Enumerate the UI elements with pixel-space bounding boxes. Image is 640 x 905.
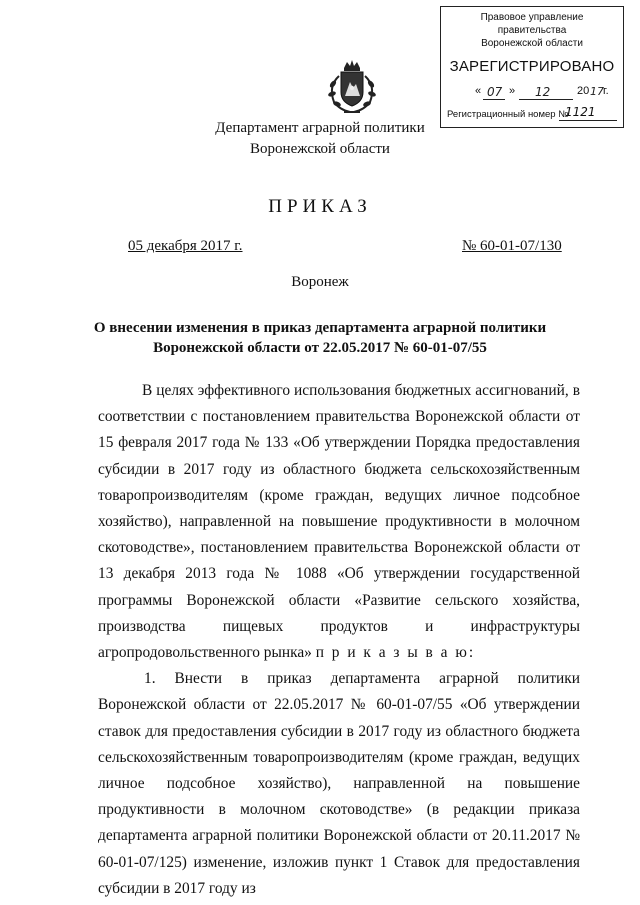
subject-line2: Воронежской области от 22.05.2017 № 60-01-07/55 xyxy=(153,340,487,356)
stamp-reg-number-value: 1121 xyxy=(565,105,596,119)
preamble-order-word: п р и к а з ы в а ю: xyxy=(315,644,476,662)
stamp-date xyxy=(447,85,617,103)
voronezh-coat-of-arms-icon xyxy=(322,58,382,116)
stamp-line2: Воронежской области xyxy=(481,38,583,49)
stamp-reg-number-label: Регистрационный номер № xyxy=(447,109,569,120)
stamp-date-month: 12 xyxy=(535,85,551,99)
department-header xyxy=(0,118,640,160)
stamp-date-month-line xyxy=(519,99,573,100)
stamp-date-open-quote: « xyxy=(475,85,482,97)
stamp-date-suffix: г. xyxy=(603,85,609,97)
stamp-date-day-line xyxy=(483,99,505,100)
stamp-date-year-prefix: 20 xyxy=(577,85,590,97)
city: Воронеж xyxy=(291,274,349,290)
order-date: 05 декабря 2017 г. xyxy=(128,238,243,254)
department-line2: Воронежской области xyxy=(250,141,390,157)
stamp-registered: ЗАРЕГИСТРИРОВАНО xyxy=(449,58,615,75)
subject-line1: О внесении изменения в приказ департамента аграрной политики xyxy=(93,320,547,336)
stamp-date-year: 17 xyxy=(590,85,604,98)
stamp-line1: Правовое управление правительства xyxy=(480,12,584,36)
stamp-date-day: 07 xyxy=(487,85,503,99)
department-line1: Департамент аграрной политики xyxy=(215,120,425,136)
order-subject xyxy=(0,318,640,358)
document-title: ПРИКАЗ xyxy=(268,196,372,217)
preamble-text: В целях эффективного использования бюджетных ассигнований, в соответствии с постановлением правительства Воронежской области от 15 февраля 2017 года № 133 «Об утверждении Порядка предоставления субсидии в 2017 году из областного бюджета сельскохозяйственным товаропроизводителям (кроме граждан, ведущих личное подсобное хозяйство), направленной на повышение продуктивности в молочном скотоводстве», постановлением правительства Воронежской области от 13 декабря 2013 года № 1088 «Об утверждении государственной программы Воронежской области «Развитие сельского хозяйства, производства пищевых продуктов и инфраструктуры агропродовольственного рынка» xyxy=(98,382,580,662)
registration-stamp xyxy=(440,6,624,128)
paragraph-preamble xyxy=(98,378,580,666)
stamp-date-close-quote: » xyxy=(509,85,516,97)
paragraph-item-1: 1. Внести в приказ департамента аграрной политики Воронежской области от 22.05.2017 № 60-01-07/55 «Об утверждении ставок для предоставления субсидии в 2017 году из областного бюджета сельскохозяйственным товаропроизводителям (кроме граждан, ведущих личное подсобное хозяйство), направленной на повышение продуктивности в молочном скотоводстве» (в редакции приказа департамента аграрной политики Воронежской области от 20.11.2017 № 60-01-07/125) изменение, изложив пункт 1 Ставок для предоставления субсидии в 2017 году из xyxy=(98,670,580,897)
document-body xyxy=(98,378,580,902)
order-number: № 60-01-07/130 xyxy=(462,238,562,254)
